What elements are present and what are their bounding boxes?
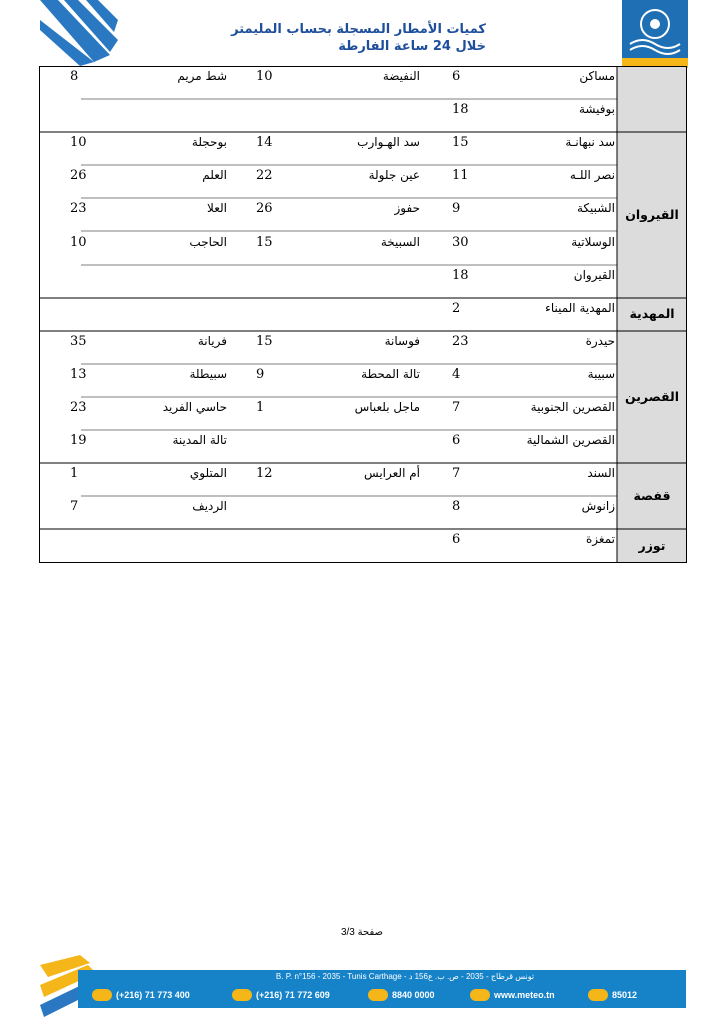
- corner-stripes-icon: [0, 0, 130, 70]
- rainfall-value: 6: [452, 433, 461, 449]
- footer-phone1: (+216) 71 773 400: [92, 989, 190, 1001]
- station-name: السند: [587, 466, 615, 481]
- rainfall-value: 14: [256, 135, 273, 151]
- rainfall-value: 1: [70, 466, 79, 482]
- station-name: نصر اللـه: [569, 168, 615, 183]
- rainfall-value: 6: [452, 69, 461, 84]
- station-name: الرديف: [192, 499, 227, 514]
- station-name: ماجل بلعباس: [354, 400, 420, 414]
- rainfall-value: 22: [256, 168, 273, 184]
- web-icon: [470, 989, 490, 1001]
- rainfall-value: 35: [70, 333, 87, 349]
- footer-sms: 85012: [588, 989, 637, 1001]
- page-subtitle: خلال 24 ساعة الفارطة: [338, 39, 486, 54]
- station-name: بوفيشة: [578, 102, 615, 117]
- rainfall-value: 15: [452, 135, 469, 151]
- page-title: كميات الأمطار المسجلة بحساب المليمتر: [231, 22, 486, 37]
- rainfall-value: 2: [452, 300, 461, 316]
- rainfall-value: 7: [452, 466, 461, 482]
- service-icon: [368, 989, 388, 1001]
- rainfall-value: 6: [452, 532, 461, 548]
- station-name: مساكن: [579, 69, 615, 83]
- station-name: زانوش: [581, 499, 615, 514]
- rainfall-value: 9: [452, 201, 461, 217]
- rainfall-value: 1: [256, 400, 265, 415]
- institute-logo: [622, 0, 688, 68]
- station-name: فوسانة: [384, 333, 420, 348]
- station-name: القصرين الشمالية: [526, 433, 615, 448]
- station-name: بوحجلة: [191, 135, 227, 150]
- station-name: القصرين الجنوبية: [530, 400, 615, 414]
- rainfall-value: 30: [452, 234, 469, 250]
- rainfall-value: 10: [256, 69, 273, 84]
- governorate-label: القصرين: [624, 389, 679, 404]
- rainfall-value: 23: [70, 201, 87, 217]
- governorate-label: توزر: [638, 537, 666, 553]
- station-name: القيروان: [573, 267, 615, 282]
- station-name: حفوز: [394, 201, 420, 216]
- station-name: سد نبهانـة: [565, 135, 615, 150]
- rainfall-value: 18: [452, 267, 469, 283]
- station-name: المهدية الميناء: [545, 300, 615, 315]
- station-name: سبيبة: [587, 366, 615, 381]
- footer-address: B. P. n°156 - 2035 - Tunis Carthage - تونس قرطاج - 2035 - ص. ب. ع156 د: [275, 972, 535, 981]
- rainfall-value: 18: [452, 102, 469, 118]
- station-name: العلم: [202, 168, 227, 183]
- rainfall-value: 19: [70, 433, 87, 449]
- footer-phone2: (+216) 71 772 609: [232, 989, 330, 1001]
- rainfall-value: 11: [452, 168, 469, 184]
- station-name: الحاجب: [189, 234, 227, 249]
- station-name: الوسلاتية: [571, 234, 615, 249]
- station-name: فريانة: [197, 333, 227, 348]
- rainfall-value: 23: [70, 400, 87, 415]
- rainfall-value: 7: [452, 400, 461, 415]
- footer-website[interactable]: www.meteo.tn: [470, 989, 555, 1001]
- fax-icon: [232, 989, 252, 1001]
- station-name: تالة المدينة: [172, 433, 227, 448]
- rainfall-value: 4: [452, 366, 461, 382]
- rainfall-value: 15: [256, 234, 273, 250]
- station-name: تالة المحطة: [361, 366, 420, 381]
- rainfall-value: 8: [70, 69, 79, 84]
- governorate-label: القيروان: [625, 206, 679, 222]
- station-name: حاسي الفريد: [162, 400, 227, 414]
- station-name: الشبيكة: [577, 201, 615, 216]
- station-name: المتلوي: [189, 466, 227, 481]
- governorate-label: المهدية: [629, 306, 675, 322]
- rainfall-value: 15: [256, 333, 273, 349]
- phone-icon: [92, 989, 112, 1001]
- rainfall-value: 7: [70, 499, 79, 515]
- station-name: شط مريم: [177, 69, 227, 83]
- station-name: عين جلولة: [368, 168, 420, 183]
- rainfall-value: 10: [70, 135, 87, 151]
- rainfall-value: 8: [452, 499, 461, 515]
- station-name: تمغزة: [586, 532, 615, 547]
- station-name: أم العرايس: [364, 466, 420, 481]
- rainfall-value: 26: [256, 201, 273, 217]
- governorate-label: قفصة: [633, 488, 671, 504]
- rainfall-value: 12: [256, 466, 273, 482]
- rainfall-value: 26: [70, 168, 87, 184]
- rainfall-value: 9: [256, 366, 265, 382]
- station-name: سد الهـوارب: [357, 135, 420, 150]
- rainfall-value: 10: [70, 234, 87, 250]
- station-name: السبيخة: [380, 234, 420, 249]
- station-name: حيدرة: [585, 333, 615, 348]
- station-name: العلا: [207, 201, 227, 216]
- rainfall-value: 23: [452, 333, 469, 349]
- page-number: صفحة 3/3: [340, 927, 384, 938]
- footer-service: 8840 0000: [368, 989, 435, 1001]
- rainfall-value: 13: [70, 366, 87, 382]
- station-name: النفيضة: [382, 69, 420, 83]
- sms-icon: [588, 989, 608, 1001]
- station-name: سبيطلة: [189, 366, 227, 381]
